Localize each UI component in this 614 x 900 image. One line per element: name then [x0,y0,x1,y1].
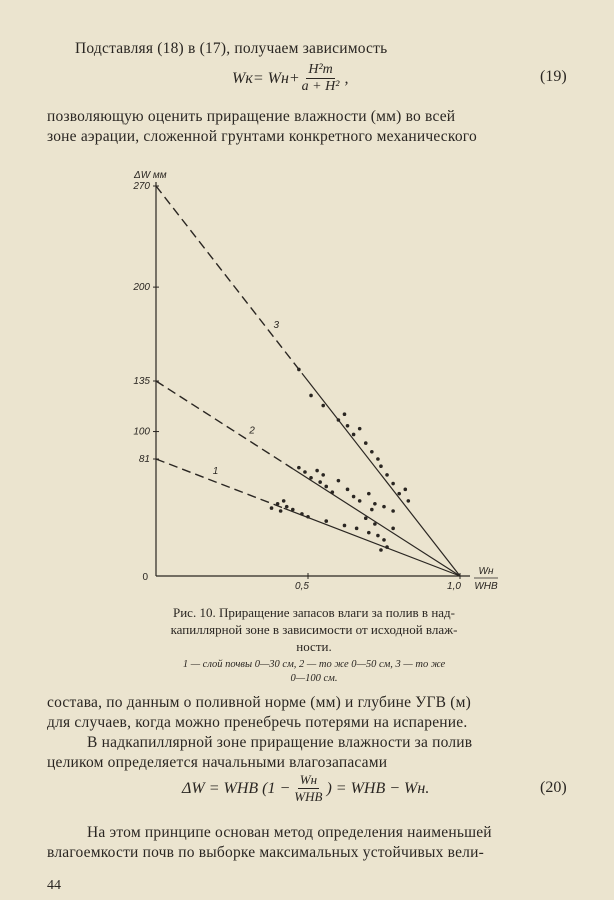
series-2-point [367,492,371,496]
series-1-point [385,545,389,549]
y-tick-label: 270 [133,181,150,192]
series-1-point [285,505,289,509]
series-2-point [315,469,319,473]
series-3-point [370,450,374,454]
caption-line-3: ности. [296,639,332,654]
y-axis-label: ΔW мм [134,170,167,181]
caption-line-2: капиллярной зоне в зависимости от исходной влаж- [170,622,458,637]
series-3-point [343,412,347,416]
paragraph-4-line-2: влагоемкости почв по выборке максимальных устойчивых вели- [47,844,484,861]
eq20-number: (20) [540,779,567,796]
series-2-point [358,499,362,503]
eq20-denominator: WНВ [294,789,323,804]
y-tick-label: 81 [138,454,150,465]
series-3-point [321,404,325,408]
series-1-point [306,515,310,519]
paragraph-3-line-2: целиком определяется начальными влагозапасами [47,754,388,771]
caption-line-1: Рис. 10. Приращение запасов влаги за полив в над- [172,605,455,620]
series-3-label: 3 [273,320,280,332]
series-3-dashed-line [156,186,302,373]
series-3-point [376,457,380,461]
series-3-point [397,492,401,496]
page-number: 44 [47,878,61,893]
series-1-point [367,531,371,535]
series-2-point [321,473,325,477]
y-tick-label: 135 [133,376,150,387]
series-3-point [309,394,313,398]
series-1-point [291,508,295,512]
series-3-point [379,464,383,468]
figure-legend [114,658,514,686]
series-3-point [391,482,395,486]
eq19-numerator: H²m [308,62,333,77]
origin-label: 0 [142,572,148,583]
series-1-point [343,524,347,528]
series-1-label: 1 [212,466,219,478]
series-1-point [270,506,274,510]
paragraph-1-line-2: зоне аэрации, сложенной грунтами конкретного механического [47,128,477,145]
legend-line-2: 0—100 см. [290,673,338,684]
eq20-rhs: ) = WНВ − Wн. [326,779,430,797]
series-3-point [358,427,362,431]
series-1-point [355,527,359,531]
series-2-label: 2 [249,425,255,437]
series-1-point [324,519,328,523]
x-tick-label: 1,0 [447,581,461,592]
paragraph-3-line-1: В надкапиллярной зоне приращение влажности за полив [87,734,473,751]
series-3-point [364,441,368,445]
series-1-point [370,508,374,512]
equation-19 [232,62,348,95]
x-axis-label-denominator: WНВ [474,581,498,592]
series-2-point [318,480,322,484]
series-2-point [337,479,341,483]
series-1-point [300,512,304,516]
series-3-point [297,368,301,372]
series-3-point [403,488,407,492]
eq20-lhs: ΔW = WНВ (1 − [182,779,291,797]
series-3-point [346,424,350,428]
y-tick-label: 200 [133,282,150,294]
series-3-point [385,473,389,477]
plot-area [132,170,498,592]
series-2-solid-line [293,469,460,576]
series-1-point [382,538,386,542]
series-3-point [407,499,411,503]
figure-10-chart [100,160,520,600]
eq20-fraction [292,772,324,805]
series-2-point [346,488,350,492]
x-axis-label-numerator: Wн [478,566,494,577]
eq20-numerator: Wн [299,772,318,787]
series-1-point [279,509,283,513]
series-2-point [373,502,377,506]
series-1-point [373,522,377,526]
y-tick-label: 100 [133,426,150,438]
series-3-point [352,433,356,437]
series-2-dashed-line [156,381,293,469]
x-tick-label: 0,5 [295,581,309,592]
legend-line-1: 1 — слой почвы 0—30 см, 2 — то же 0—50 см, 3 — то же [182,659,446,670]
series-1-point [379,548,383,552]
series-1-dashed-line [156,459,284,508]
figure-caption [114,604,514,655]
eq19-fraction [300,62,342,95]
series-2-point [297,466,301,470]
paragraph-2-line-2: для случаев, когда можно пренебречь потерями на испарение. [47,714,468,731]
series-1-point [364,516,368,520]
eq19-denominator: a + H² [301,79,340,94]
series-1-point [282,499,286,503]
eq19-number: (19) [540,68,567,85]
series-2-point [331,490,335,494]
paragraph-1-line-1: позволяющую оценить приращение влажности (мм) во всей [47,108,456,125]
paragraph-2-line-1: состава, по данным о поливной норме (мм) и глубине УГВ (м) [47,694,471,711]
series-1-point [376,534,380,538]
eq19-tail: , [344,69,349,87]
equation-20 [182,772,429,805]
series-2-point [303,470,307,474]
series-2-point [391,509,395,513]
series-1-point [276,502,280,506]
series-2-point [309,476,313,480]
intro-line: Подставляя (18) в (17), получаем зависимость [75,40,388,57]
series-2-point [324,485,328,489]
eq19-lhs: Wк= Wн+ [232,69,300,87]
series-2-point [382,505,386,509]
series-1-point [391,527,395,531]
paragraph-4-line-1: На этом принципе основан метод определения наименьшей [87,824,492,841]
series-2-point [352,495,356,499]
series-3-point [337,418,341,422]
